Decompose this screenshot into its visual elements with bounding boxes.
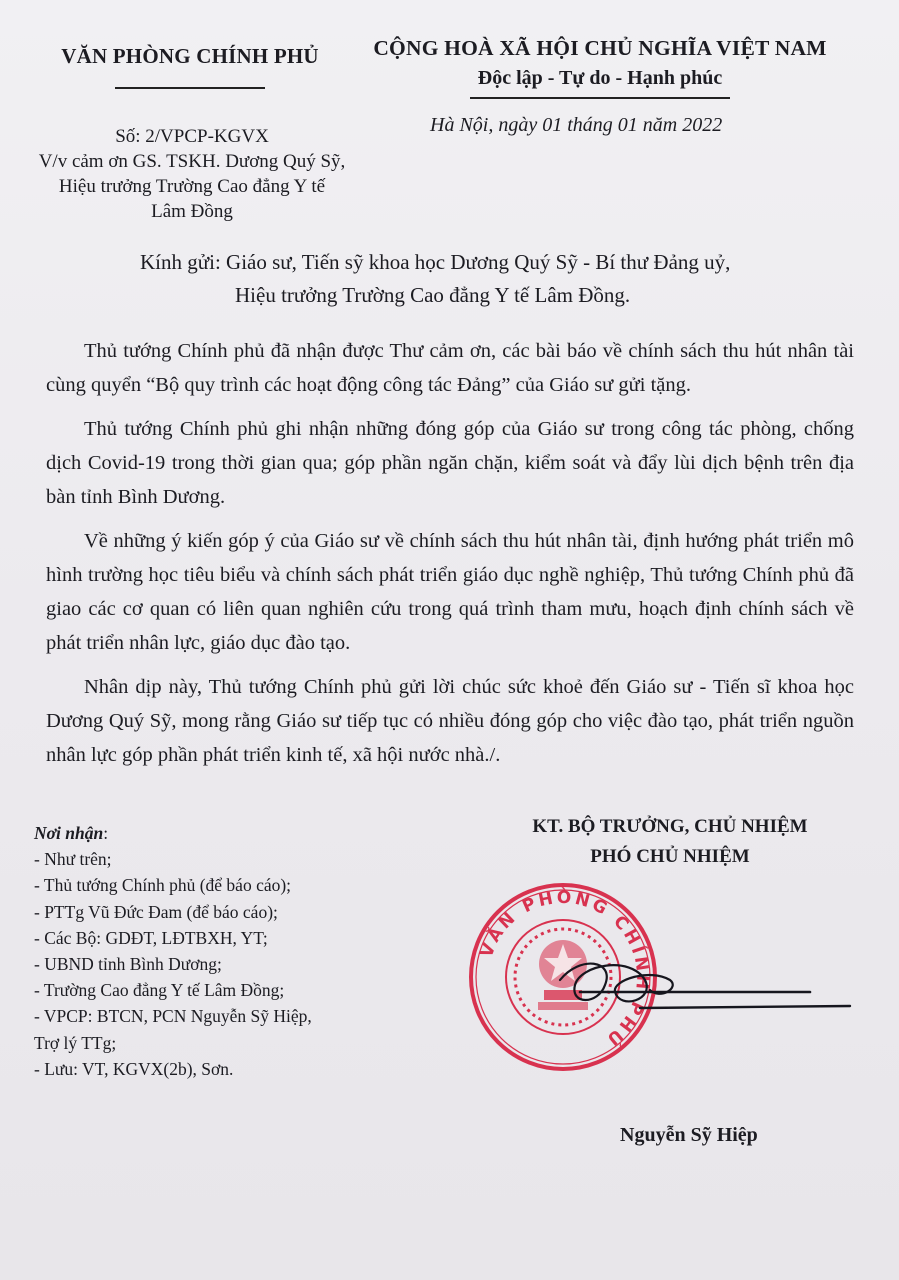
receiver-item: - Trường Cao đẳng Y tế Lâm Đồng; — [34, 980, 285, 1001]
receiver-item: - PTTg Vũ Đức Đam (để báo cáo); — [34, 901, 278, 922]
agency-underline — [115, 87, 265, 89]
body-paragraph-2: Thủ tướng Chính phủ ghi nhận những đóng góp của Giáo sư trong công tác phòng, chống dịch Covid-19 trong thời gian qua; góp phần ngăn chặn, kiểm soát và đẩy lùi dịch bệnh trên địa bàn tỉnh Bình Dương. — [46, 418, 854, 508]
agency-name: VĂN PHÒNG CHÍNH PHỦ — [61, 44, 319, 68]
body-paragraph-4: Nhân dịp này, Thủ tướng Chính phủ gửi lời chúc sức khoẻ đến Giáo sư - Tiến sĩ khoa học Dương Quý Sỹ, mong rằng Giáo sư tiếp tục có nhiều đóng góp cho việc đào tạo, phát triển nguồn nhân lực góp phần phát triển kinh tế, xã hội nước nhà./. — [46, 676, 854, 766]
receiver-item: - Thủ tướng Chính phủ (để báo cáo); — [34, 875, 292, 896]
document-date: Hà Nội, ngày 01 tháng 01 năm 2022 — [430, 114, 723, 136]
receiver-item: - Như trên; — [34, 849, 112, 870]
receiver-item: - UBND tỉnh Bình Dương; — [34, 954, 222, 975]
subject-line-3: Lâm Đồng — [151, 201, 233, 222]
motto-underline — [470, 97, 730, 99]
document-number-block — [32, 124, 352, 224]
body-paragraph-3: Về những ý kiến góp ý của Giáo sư về chính sách thu hút nhân tài, định hướng phát triển mô hình trường học tiêu biểu và chính sách phát triển giáo dục nghề nghiệp, Thủ tướng Chính phủ đã giao các cơ quan có liên quan nghiên cứu trong quá trình tham mưu, hoạch định chính sách về phát triển nhân lực, giáo dục đào tạo. — [46, 530, 854, 654]
nation-name: CỘNG HOÀ XÃ HỘI CHỦ NGHĨA VIỆT NAM — [373, 36, 827, 60]
receiver-item: - Các Bộ: GDĐT, LĐTBXH, YT; — [34, 927, 268, 948]
letter-body — [46, 334, 854, 782]
signature-title-2: PHÓ CHỦ NHIỆM — [590, 846, 750, 867]
signature-title-block — [470, 812, 870, 872]
subject-line-1: V/v cảm ơn GS. TSKH. Dương Quý Sỹ, — [38, 151, 346, 172]
document-number: Số: 2/VPCP-KGVX — [115, 126, 269, 147]
national-header — [350, 36, 850, 99]
body-paragraph-1: Thủ tướng Chính phủ đã nhận được Thư cảm ơn, các bài báo về chính sách thu hút nhân tài cùng quyển “Bộ quy trình các hoạt động công tác Đảng” của Giáo sư gửi tặng. — [46, 340, 854, 396]
receivers-heading-colon: : — [103, 823, 109, 843]
seal-text: VĂN PHÒNG CHÍNH PHỦ — [476, 887, 653, 1051]
signer-name: Nguyễn Sỹ Hiệp — [620, 1124, 758, 1146]
signature-title-1: KT. BỘ TRƯỞNG, CHỦ NHIỆM — [532, 816, 808, 837]
receiver-item: Trợ lý TTg; — [34, 1032, 117, 1053]
receiver-item: - Lưu: VT, KGVX(2b), Sơn. — [34, 1058, 234, 1079]
recipient-line-2: Hiệu trưởng Trường Cao đẳng Y tế Lâm Đồng. — [235, 283, 631, 307]
recipient-block — [140, 246, 860, 312]
receivers-heading-row — [34, 820, 394, 846]
subject-line-2: Hiệu trưởng Trường Cao đẳng Y tế — [58, 176, 326, 197]
receiver-item: - VPCP: BTCN, PCN Nguyễn Sỹ Hiệp, — [34, 1006, 312, 1027]
receivers-heading: Nơi nhận — [34, 823, 104, 843]
agency-header — [40, 44, 340, 89]
national-motto: Độc lập - Tự do - Hạnh phúc — [477, 67, 723, 89]
recipient-line-1: Kính gửi: Giáo sư, Tiến sỹ khoa học Dương Quý Sỹ - Bí thư Đảng uỷ, — [140, 250, 731, 274]
handwritten-signature-icon — [520, 950, 860, 1030]
receivers-list — [34, 820, 394, 1082]
